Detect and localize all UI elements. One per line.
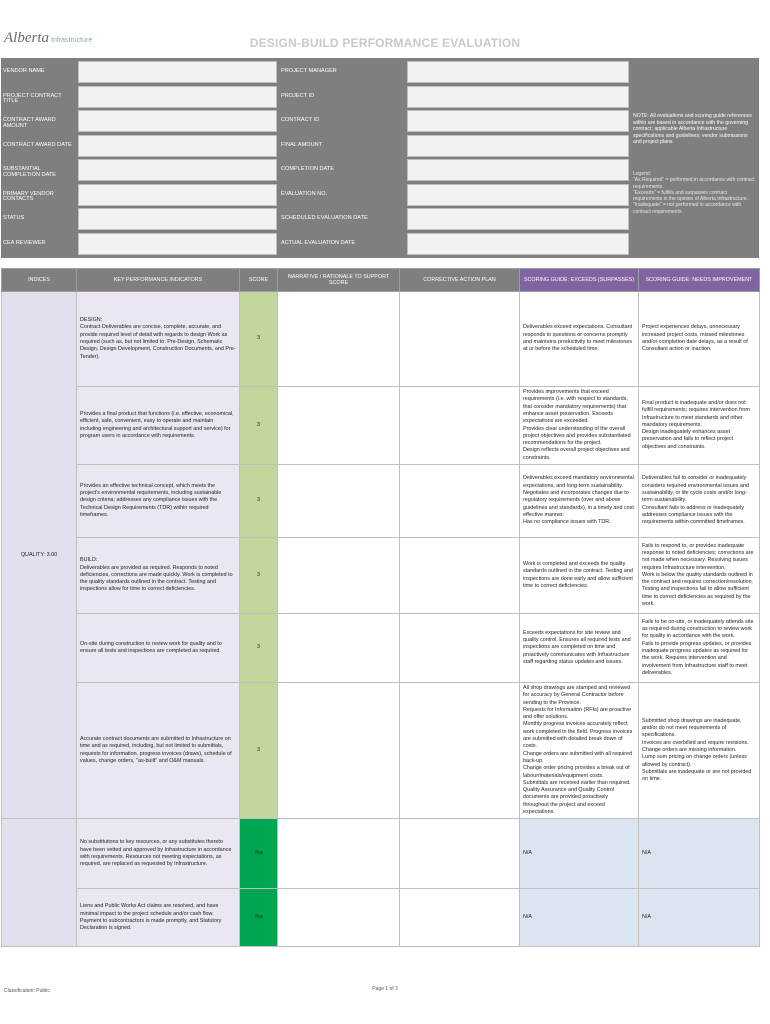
header-label: PROJECT MANAGER	[281, 68, 337, 74]
table-row	[2, 683, 760, 819]
corrective-cell[interactable]	[400, 538, 520, 614]
col-narrative: NARRATIVE / RATIONALE TO SUPPORT SCORE	[278, 269, 400, 292]
text-line: Deliverables fail to consider or inadequately considers required environmental issues and sustainability, or life cycle costs and/or long-term sustainability.	[642, 475, 749, 504]
exceeds-guide-cell: N/A	[520, 889, 639, 947]
narrative-cell[interactable]	[278, 292, 400, 387]
legend-line: "As Required" = performed in accordance with contract requirements.	[633, 177, 755, 190]
header-label: CONTRACT ID	[281, 117, 320, 123]
header-label: SUBSTANTIAL COMPLETION DATE	[3, 166, 57, 178]
text-line: Consultant fails to address or inadequately addresses compliance issues with the requirements within committed timeframes.	[642, 504, 745, 526]
table-row	[2, 614, 760, 683]
text-line: Provides a final product that functions (i.e. effective, economical, efficient, safe, convenient, easy to operate and maintain including engineering and architectural support and service) for program users in accordance with requirements.	[80, 410, 234, 439]
text-line: All shop drawings are stamped and reviewed for accuracy by General Contractor before sending to the Province.	[523, 685, 631, 706]
header-label: SCHEDULED EVALUATION DATE	[281, 215, 368, 221]
text-line: Requests for Information (RFIs) are proactive and offer solutions.	[523, 706, 632, 721]
header-info-block	[1, 58, 759, 258]
text-line: On-site during construction to review work for quality and to ensure all tests and inspections are completed as required.	[80, 640, 222, 654]
narrative-cell[interactable]	[278, 819, 400, 889]
text-line: Submittals are inadequate or are not provided on time.	[642, 768, 752, 783]
needs-improvement-cell	[639, 387, 760, 465]
score-cell[interactable]: 3	[240, 683, 278, 819]
text-line: Change orders are missing information.	[642, 747, 737, 754]
exceeds-guide-cell: N/A	[520, 819, 639, 889]
corrective-cell[interactable]	[400, 292, 520, 387]
page-number: Page 1 of 3	[372, 986, 398, 992]
header-value-field[interactable]	[78, 86, 277, 108]
narrative-cell[interactable]	[278, 465, 400, 538]
col-indices: INDICES	[2, 269, 77, 292]
kpi-cell	[77, 683, 240, 819]
evaluation-table	[1, 268, 760, 947]
corrective-cell[interactable]	[400, 387, 520, 465]
text-line: Final product is inadequate and/or does not fulfill requirements; requires intervention from Infrastructure to meet standards and other mandatory requirements.	[642, 399, 750, 428]
table-row	[2, 538, 760, 614]
text-line: Invoices are overbilled and require revisions.	[642, 739, 749, 746]
header-label: CONTRACT AWARD DATE	[3, 141, 72, 148]
header-label: CEA REVIEWER	[3, 239, 46, 246]
exceeds-guide-cell	[520, 614, 639, 683]
score-cell[interactable]: Yes	[240, 889, 278, 947]
col-kpi: KEY PERFORMANCE INDICATORS	[77, 269, 240, 292]
classification-label: Classification: Public	[4, 988, 50, 994]
needs-improvement-cell: N/A	[639, 889, 760, 947]
kpi-cell	[77, 614, 240, 683]
header-label: CONTRACT AWARD AMOUNT	[3, 117, 56, 129]
text-line: Project experiences delays, unnecessary increased project costs, missed milestones and/or completion date delays, as a result of Consultant action or inaction.	[642, 324, 748, 353]
index-empty	[2, 819, 77, 947]
table-row	[2, 819, 760, 889]
col-needs: SCORING GUIDE: NEEDS IMPROVEMENT	[639, 269, 760, 292]
text-line: DESIGN:	[80, 317, 103, 324]
header-value-field[interactable]	[407, 184, 629, 206]
kpi-cell	[77, 292, 240, 387]
table-row	[2, 292, 760, 387]
header-label: PROJECT ID	[281, 92, 315, 99]
exceeds-guide-cell	[520, 387, 639, 465]
header-label: EVALUATION NO.	[281, 190, 328, 197]
table-row	[2, 889, 760, 947]
legend-line: "Exceeds" = fulfills and surpasses contract requirements in the opinion of Alberta Infrastructure.	[633, 189, 749, 202]
header-label: FINAL AMOUNT	[281, 141, 323, 148]
narrative-cell[interactable]	[278, 538, 400, 614]
needs-improvement-cell	[639, 538, 760, 614]
corrective-cell[interactable]	[400, 465, 520, 538]
legend-line: Legend:	[633, 171, 652, 177]
narrative-cell[interactable]	[278, 683, 400, 819]
text-line: BUILD:	[80, 557, 98, 564]
score-cell[interactable]: 3	[240, 387, 278, 465]
kpi-cell: Liens and Public Works Act claims are resolved, and have minimal impact to the project schedule and/or cash flow. Payment to subcontractors is made promptly, and Statutory Declaration is signed.	[77, 889, 240, 947]
narrative-cell[interactable]	[278, 387, 400, 465]
col-score: SCORE	[240, 269, 278, 292]
alberta-logo: Alberta Infrastructure	[4, 30, 93, 46]
text-line: Deliverables exceed expectations. Consultant responds to questions or concerns promptly and maintains productivity to meet milestones at or before the scheduled time.	[523, 324, 633, 353]
header-label: STATUS	[3, 215, 25, 221]
exceeds-guide-cell	[520, 292, 639, 387]
needs-improvement-cell	[639, 614, 760, 683]
table-header-row	[2, 269, 760, 292]
score-cell[interactable]: Yes	[240, 819, 278, 889]
text-line: Fails to respond to, or provides inadequate response to noted deficiencies; corrections are not made when necessary. Resolving issues requires Infrastructure intervention.	[642, 542, 754, 571]
narrative-cell[interactable]	[278, 889, 400, 947]
score-cell[interactable]: 3	[240, 538, 278, 614]
score-cell[interactable]: 3	[240, 465, 278, 538]
needs-improvement-cell	[639, 683, 760, 819]
header-value-field[interactable]	[407, 159, 629, 181]
text-line: Change order pricing provides a break out of labour/materials/equipment costs.	[523, 765, 630, 779]
col-corrective: CORRECTIVE ACTION PLAN	[400, 269, 520, 292]
narrative-cell[interactable]	[278, 614, 400, 683]
text-line: Work is below the quality standards outlined in the contract and requires correction/resolution. Testing and inspections fail to allow sufficient time to correct deficiencies as required by the work.	[642, 571, 754, 608]
kpi-cell: No substitutions to key resources, or any substitutes thereto have been vetted and approved by Infrastructure in accordance with requirements. Resources not meeting expectations, as required, are replaced as requested by Infrastructure.	[77, 819, 240, 889]
kpi-cell	[77, 465, 240, 538]
header-value-field[interactable]	[78, 233, 277, 255]
table-row	[2, 387, 760, 465]
header-value-field[interactable]	[78, 110, 277, 132]
text-line: Design reflects overall project objectives and constraints.	[523, 447, 630, 461]
kpi-cell	[77, 538, 240, 614]
needs-improvement-cell	[639, 292, 760, 387]
text-line: Submittals are received earlier than required.	[523, 779, 631, 786]
text-line: Monthly progress invoices accurately reflect work completed in the field. Progress invoices are submitted with detailed break down of costs.	[523, 721, 633, 750]
text-line: Submitted shop drawings are inadequate, and/or do not meet requirements of specifications.	[642, 717, 742, 739]
table-row	[2, 465, 760, 538]
exceeds-guide-cell	[520, 538, 639, 614]
header-label: VENDOR NAME	[3, 68, 45, 74]
header-value-field[interactable]	[407, 208, 629, 230]
header-value-field[interactable]	[407, 61, 629, 83]
text-line: Deliverables are provided as required. Responds to noted deficiencies, corrections are made quickly. Work is completed to the quality standards outlined in the contract. Testing and inspections allow for time to correct deficiencies.	[80, 564, 233, 593]
header-value-field[interactable]	[407, 135, 629, 157]
legend-line: "Inadequate" = not performed in accordance with contract requirements.	[633, 202, 742, 215]
text-line: Accurate contract documents are submitted to Infrastructure on time and as required, including, but not limited to submittals, requests for information, progress invoices (draws), schedule of values, change orders, "as-built" and O&M manuals.	[80, 736, 232, 764]
header-label: ACTUAL EVALUATION DATE	[281, 239, 356, 246]
kpi-cell	[77, 387, 240, 465]
text-line: Fails to provide progress updates, or provides inadequate progress updates as required for the work. Requires intervention and involvement from Infrastructure staff to meet deliverables.	[642, 640, 752, 676]
header-label: COMPLETION DATE	[281, 166, 335, 172]
corrective-cell[interactable]	[400, 683, 520, 819]
header-label: PROJECT CONTRACT TITLE	[3, 92, 62, 105]
text-line: Provides clear understanding of the overall project objectives and provides substantiated recommendations for the project.	[523, 425, 631, 447]
text-line: Deliverables exceed mandatory environmental expectations, and long-term sustainability.	[523, 475, 634, 489]
text-line: Work is completed and exceeds the quality standards outlined in the contract. Testing and inspections are done early and allow sufficient time to correct deficiencies.	[523, 560, 633, 589]
corrective-cell[interactable]	[400, 889, 520, 947]
needs-improvement-cell: N/A	[639, 819, 760, 889]
text-line: Quality Assurance and Quality Control documents are provided proactively throughout the project and exceed expectations.	[523, 787, 615, 816]
header-label: PRIMARY VENDOR CONTACTS	[3, 190, 54, 203]
score-cell[interactable]: 3	[240, 292, 278, 387]
header-value-field[interactable]	[407, 233, 629, 255]
score-cell[interactable]: 3	[240, 614, 278, 683]
header-value-field[interactable]	[407, 86, 629, 108]
index-quality: QUALITY: 3.00	[2, 292, 77, 819]
text-line: Fails to be on-site, or inadequately attends site as required during construction to review work for quality in accordance with the work.	[642, 618, 754, 640]
text-line: Negotiates and incorporates changes due to regulatory requirements (over and above guidelines and standards), in a timely and cost effective manner.	[523, 490, 634, 518]
page-title: DESIGN-BUILD PERFORMANCE EVALUATION	[249, 36, 521, 50]
text-line: Exceeds expectations for site review and quality control. Ensures all required tests and inspections are completed on time and proactively communicates with Infrastructure staff regarding status updates and issues.	[523, 629, 631, 665]
text-line: Has no compliance issues with TDR.	[523, 519, 611, 526]
col-exceeds: SCORING GUIDE: EXCEEDS (SURPASSES)	[520, 269, 639, 292]
corrective-cell[interactable]	[400, 819, 520, 889]
header-value-field[interactable]	[78, 135, 277, 157]
header-value-field[interactable]	[407, 110, 629, 132]
header-value-field[interactable]	[78, 61, 277, 83]
header-value-field[interactable]	[78, 184, 277, 206]
header-value-field[interactable]	[78, 208, 277, 230]
text-line: Contract Deliverables are concise, complete, accurate, and provide required level of detail with regards to design Work as required (such as, but not limited to: Pre-Design, Schematic Design, Design Development, Construction Documents, and Pre-Tender).	[80, 324, 236, 360]
evaluation-note: NOTE: All evaluations and scoring guide references within are based in accordance with the governing contract; applicable Alberta Infrastructure specifications and guidelines; vendor submissions and project plans.	[633, 113, 752, 145]
legend	[633, 171, 757, 215]
exceeds-guide-cell	[520, 683, 639, 819]
text-line: Provides an effective technical concept, which meets the project's environmental requirements, including sustainable design criteria; addresses any compliance issues with the Technical Design Requirements (TDR) within required timeframes.	[80, 482, 222, 518]
exceeds-guide-cell	[520, 465, 639, 538]
text-line: Change orders are submitted with all required back-up.	[523, 750, 633, 764]
text-line: Design inadequately enhances asset preservation and fails to reflect project objectives and constraints.	[642, 429, 734, 450]
needs-improvement-cell	[639, 465, 760, 538]
header-value-field[interactable]	[78, 159, 277, 181]
text-line: Provides improvements that exceed requirements (i.e. with respect to standards, that consider mandatory requirements) that enhance asset preservation. Exceeds expectations are exceeded.	[523, 389, 628, 425]
text-line: Lump sum pricing on change orders (unless allowed by contract).	[642, 754, 747, 768]
corrective-cell[interactable]	[400, 614, 520, 683]
